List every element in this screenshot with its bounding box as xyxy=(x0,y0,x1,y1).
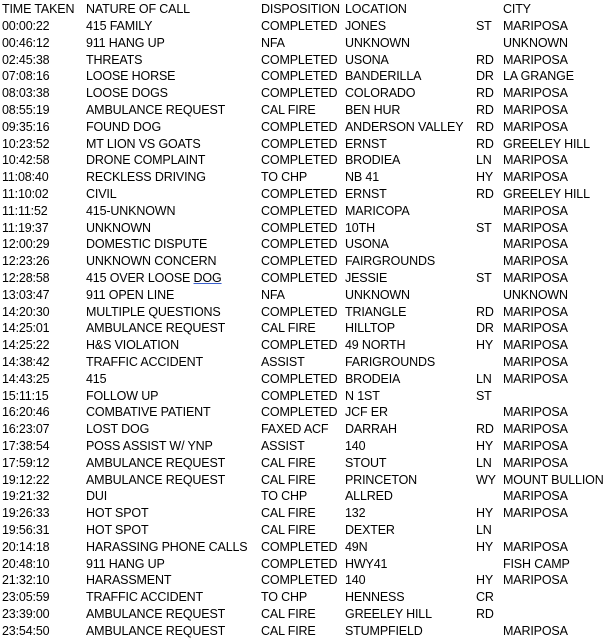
suffix-cell: WY xyxy=(476,472,496,487)
suffix-cell: HY xyxy=(476,170,494,185)
table-row xyxy=(0,438,614,455)
city-cell: MARIPOSA xyxy=(503,86,568,101)
time-cell: 15:11:15 xyxy=(2,388,49,403)
suffix-cell: RD xyxy=(476,86,494,101)
disposition-cell: COMPLETED xyxy=(261,237,338,252)
time-cell: 23:39:00 xyxy=(2,607,50,621)
city-cell: MARIPOSA xyxy=(503,52,568,67)
nature-cell: AMBULANCE REQUEST xyxy=(86,455,226,470)
nature-cell: 911 HANG UP xyxy=(86,35,165,50)
table-row xyxy=(0,253,614,270)
table-row xyxy=(0,119,614,136)
disposition-cell: ASSIST xyxy=(261,439,305,453)
city-cell: MARIPOSA xyxy=(503,203,568,218)
location-cell: UNKNOWN xyxy=(345,287,410,302)
suffix-cell: RD xyxy=(476,187,494,201)
location-cell: NB 41 xyxy=(345,170,379,185)
nature-cell: HARASSING PHONE CALLS xyxy=(86,539,248,554)
city-cell: MARIPOSA xyxy=(503,170,568,185)
city-cell: MARIPOSA xyxy=(503,623,568,638)
time-cell: 11:19:37 xyxy=(2,220,49,235)
disposition-cell: NFA xyxy=(261,35,285,50)
location-cell: ALLRED xyxy=(345,489,393,504)
time-cell: 07:08:16 xyxy=(2,69,50,84)
disposition-cell: TO CHP xyxy=(261,489,308,504)
nature-cell: 415-UNKNOWN xyxy=(86,203,176,218)
time-cell: 02:45:38 xyxy=(2,52,50,67)
nature-cell: MT LION VS GOATS xyxy=(86,136,201,151)
nature-cell: 415 xyxy=(86,371,107,386)
disposition-cell: CAL FIRE xyxy=(261,607,316,621)
table-row xyxy=(0,287,614,304)
table-row xyxy=(0,388,614,405)
nature-cell: HOT SPOT xyxy=(86,506,149,521)
time-cell: 11:08:40 xyxy=(2,170,49,185)
disposition-cell: CAL FIRE xyxy=(261,321,316,336)
location-cell: TRIANGLE xyxy=(345,304,407,319)
table-row xyxy=(0,85,614,102)
city-cell: MARIPOSA xyxy=(503,422,568,437)
table-row xyxy=(0,354,614,371)
city-cell: UNKNOWN xyxy=(503,287,568,302)
location-cell: 10TH xyxy=(345,220,375,235)
time-cell: 14:25:01 xyxy=(2,321,50,336)
location-cell: MARICOPA xyxy=(345,203,410,218)
location-cell: USONA xyxy=(345,237,389,252)
city-cell: MARIPOSA xyxy=(503,304,568,319)
location-cell: HWY41 xyxy=(345,556,388,571)
nature-cell: UNKNOWN CONCERN xyxy=(86,254,217,269)
location-cell: HENNESS xyxy=(345,590,405,605)
city-cell: MARIPOSA xyxy=(503,506,568,521)
disposition-cell: COMPLETED xyxy=(261,119,338,134)
location-cell: UNKNOWN xyxy=(345,35,410,50)
suffix-cell: LN xyxy=(476,455,492,470)
city-cell: GREELEY HILL xyxy=(503,187,590,201)
location-cell: DARRAH xyxy=(345,422,397,437)
disposition-cell: ASSIST xyxy=(261,355,305,369)
disposition-cell: CAL FIRE xyxy=(261,455,316,470)
table-row xyxy=(0,472,614,489)
location-cell: ANDERSON VALLEY xyxy=(345,119,464,134)
disposition-cell: COMPLETED xyxy=(261,153,338,168)
location-cell: BANDERILLA xyxy=(345,69,422,84)
nature-cell: HARASSMENT xyxy=(86,573,172,588)
header-disposition: DISPOSITION xyxy=(261,2,340,16)
table-row xyxy=(0,606,614,623)
location-cell: JCF ER xyxy=(345,405,388,420)
disposition-cell: COMPLETED xyxy=(261,573,338,588)
city-cell: LA GRANGE xyxy=(503,69,574,84)
suffix-cell: HY xyxy=(476,506,494,521)
time-cell: 11:11:52 xyxy=(2,203,48,218)
table-row xyxy=(0,35,614,52)
city-cell: MARIPOSA xyxy=(503,439,568,453)
table-row xyxy=(0,18,614,35)
disposition-cell: COMPLETED xyxy=(261,388,338,403)
location-cell: PRINCETON xyxy=(345,472,418,487)
nature-cell: COMBATIVE PATIENT xyxy=(86,405,211,420)
table-row xyxy=(0,220,614,237)
suffix-cell: RD xyxy=(476,304,494,319)
location-cell: 132 xyxy=(345,506,366,521)
city-cell: FISH CAMP xyxy=(503,556,570,571)
location-cell: 140 xyxy=(345,439,366,453)
table-row xyxy=(0,320,614,337)
nature-cell: 415 FAMILY xyxy=(86,19,153,33)
table-row xyxy=(0,136,614,153)
suffix-cell: LN xyxy=(476,153,492,168)
table-row xyxy=(0,68,614,85)
time-cell: 20:14:18 xyxy=(2,539,50,554)
header-location: LOCATION xyxy=(345,2,407,16)
table-row xyxy=(0,556,614,573)
time-cell: 14:43:25 xyxy=(2,371,50,386)
disposition-cell: FAXED ACF xyxy=(261,422,329,437)
nature-cell: AMBULANCE REQUEST xyxy=(86,623,226,638)
city-cell: MARIPOSA xyxy=(503,455,568,470)
location-cell: JESSIE xyxy=(345,271,388,285)
table-row xyxy=(0,203,614,220)
disposition-cell: CAL FIRE xyxy=(261,623,316,638)
time-cell: 13:03:47 xyxy=(2,287,50,302)
disposition-cell: COMPLETED xyxy=(261,405,338,420)
location-cell: GREELEY HILL xyxy=(345,607,432,621)
disposition-cell: COMPLETED xyxy=(261,52,338,67)
nature-cell: RECKLESS DRIVING xyxy=(86,170,206,185)
table-row xyxy=(0,589,614,606)
table-row xyxy=(0,455,614,472)
nature-cell: TRAFFIC ACCIDENT xyxy=(86,355,204,369)
location-cell: BRODIEA xyxy=(345,153,401,168)
location-cell: ERNST xyxy=(345,136,387,151)
city-cell: MARIPOSA xyxy=(503,489,568,504)
location-cell: STOUT xyxy=(345,455,387,470)
time-cell: 19:56:31 xyxy=(2,523,50,537)
table-row xyxy=(0,623,614,640)
city-cell: MARIPOSA xyxy=(503,19,568,33)
suffix-cell: RD xyxy=(476,136,494,151)
time-cell: 10:23:52 xyxy=(2,136,50,151)
disposition-cell: COMPLETED xyxy=(261,187,338,201)
suffix-cell: HY xyxy=(476,439,494,453)
disposition-cell: CAL FIRE xyxy=(261,103,316,117)
time-cell: 19:12:22 xyxy=(2,472,50,487)
location-cell: HILLTOP xyxy=(345,321,395,336)
time-cell: 11:10:02 xyxy=(2,187,49,201)
suffix-cell: LN xyxy=(476,371,492,386)
table-row xyxy=(0,236,614,253)
nature-cell: AMBULANCE REQUEST xyxy=(86,607,226,621)
time-cell: 14:25:22 xyxy=(2,338,50,353)
time-cell: 12:23:26 xyxy=(2,254,50,269)
city-cell: MARIPOSA xyxy=(503,405,568,420)
nature-cell: TRAFFIC ACCIDENT xyxy=(86,590,204,605)
table-row xyxy=(0,169,614,186)
suffix-cell: LN xyxy=(476,523,492,537)
nature-cell: H&S VIOLATION xyxy=(86,338,179,353)
table-row xyxy=(0,404,614,421)
table-row xyxy=(0,337,614,354)
location-cell: BRODEIA xyxy=(345,371,401,386)
nature-cell: AMBULANCE REQUEST xyxy=(86,321,226,336)
time-cell: 14:20:30 xyxy=(2,304,50,319)
table-row xyxy=(0,488,614,505)
location-cell: 49N xyxy=(345,539,368,554)
table-row xyxy=(0,505,614,522)
table-row xyxy=(0,52,614,69)
time-cell: 21:32:10 xyxy=(2,573,50,588)
suffix-cell: HY xyxy=(476,573,494,588)
location-cell: FAIRGROUNDS xyxy=(345,254,436,269)
nature-cell: 911 HANG UP xyxy=(86,556,165,571)
nature-cell: HOT SPOT xyxy=(86,523,149,537)
nature-cell: FOLLOW UP xyxy=(86,388,159,403)
table-row xyxy=(0,186,614,203)
time-cell: 00:46:12 xyxy=(2,35,50,50)
header-city: CITY xyxy=(503,2,531,16)
city-cell: MARIPOSA xyxy=(503,573,568,588)
nature-cell: MULTIPLE QUESTIONS xyxy=(86,304,221,319)
location-cell: STUMPFIELD xyxy=(345,623,423,638)
suffix-cell: RD xyxy=(476,103,494,117)
table-row xyxy=(0,371,614,388)
location-cell: 49 NORTH xyxy=(345,338,406,353)
disposition-cell: COMPLETED xyxy=(261,304,338,319)
nature-cell: DOMESTIC DISPUTE xyxy=(86,237,208,252)
disposition-cell: COMPLETED xyxy=(261,371,338,386)
disposition-cell: TO CHP xyxy=(261,590,308,605)
disposition-cell: COMPLETED xyxy=(261,136,338,151)
city-cell: MARIPOSA xyxy=(503,355,568,369)
disposition-cell: COMPLETED xyxy=(261,19,338,33)
location-cell: 140 xyxy=(345,573,366,588)
nature-cell: UNKNOWN xyxy=(86,220,151,235)
suffix-cell: ST xyxy=(476,388,492,403)
time-cell: 14:38:42 xyxy=(2,355,50,369)
table-row xyxy=(0,572,614,589)
suffix-cell: RD xyxy=(476,607,494,621)
city-cell: MARIPOSA xyxy=(503,271,568,285)
disposition-cell: CAL FIRE xyxy=(261,506,316,521)
nature-cell: THREATS xyxy=(86,52,143,67)
suffix-cell: RD xyxy=(476,52,494,67)
suffix-cell: HY xyxy=(476,338,494,353)
time-cell: 12:00:29 xyxy=(2,237,50,252)
city-cell: MARIPOSA xyxy=(503,237,568,252)
suffix-cell: RD xyxy=(476,422,494,437)
time-cell: 17:59:12 xyxy=(2,455,50,470)
table-row xyxy=(0,152,614,169)
nature-cell: LOOSE DOGS xyxy=(86,86,168,101)
disposition-cell: COMPLETED xyxy=(261,556,338,571)
city-cell: UNKNOWN xyxy=(503,35,568,50)
header-time: TIME TAKEN xyxy=(2,2,75,16)
nature-cell: LOST DOG xyxy=(86,422,150,437)
time-cell: 23:05:59 xyxy=(2,590,50,605)
location-cell: ERNST xyxy=(345,187,387,201)
nature-cell: POSS ASSIST W/ YNP xyxy=(86,439,213,453)
city-cell: MARIPOSA xyxy=(503,220,568,235)
table-row xyxy=(0,270,614,287)
disposition-cell: COMPLETED xyxy=(261,271,338,285)
table-row xyxy=(0,522,614,539)
suffix-cell: RD xyxy=(476,119,494,134)
time-cell: 09:35:16 xyxy=(2,119,50,134)
city-cell: MARIPOSA xyxy=(503,153,568,168)
location-cell: COLORADO xyxy=(345,86,416,101)
suffix-cell: CR xyxy=(476,590,494,605)
nature-cell: 415 OVER LOOSE DOG xyxy=(86,271,222,285)
table-row xyxy=(0,102,614,119)
nature-cell: AMBULANCE REQUEST xyxy=(86,472,226,487)
table-row xyxy=(0,304,614,321)
disposition-cell: COMPLETED xyxy=(261,86,338,101)
location-cell: BEN HUR xyxy=(345,103,401,117)
suffix-cell: DR xyxy=(476,69,494,84)
city-cell: MARIPOSA xyxy=(503,321,568,336)
disposition-cell: COMPLETED xyxy=(261,254,338,269)
time-cell: 19:26:33 xyxy=(2,506,50,521)
city-cell: MARIPOSA xyxy=(503,254,568,269)
disposition-cell: COMPLETED xyxy=(261,220,338,235)
disposition-cell: CAL FIRE xyxy=(261,472,316,487)
time-cell: 16:23:07 xyxy=(2,422,50,437)
suffix-cell: DR xyxy=(476,321,494,336)
city-cell: MARIPOSA xyxy=(503,371,568,386)
suffix-cell: ST xyxy=(476,271,492,285)
location-cell: DEXTER xyxy=(345,523,395,537)
header-row xyxy=(0,1,614,18)
time-cell: 00:00:22 xyxy=(2,19,50,33)
disposition-cell: CAL FIRE xyxy=(261,523,316,537)
time-cell: 12:28:58 xyxy=(2,271,50,285)
location-cell: N 1ST xyxy=(345,388,380,403)
nature-cell: LOOSE HORSE xyxy=(86,69,176,84)
city-cell: MARIPOSA xyxy=(503,119,568,134)
time-cell: 20:48:10 xyxy=(2,556,50,571)
suffix-cell: ST xyxy=(476,19,492,33)
disposition-cell: COMPLETED xyxy=(261,338,338,353)
time-cell: 16:20:46 xyxy=(2,405,50,420)
disposition-cell: NFA xyxy=(261,287,285,302)
city-cell: MOUNT BULLION xyxy=(503,472,604,487)
time-cell: 19:21:32 xyxy=(2,489,50,504)
nature-cell: 911 OPEN LINE xyxy=(86,287,175,302)
time-cell: 17:38:54 xyxy=(2,439,50,453)
disposition-cell: COMPLETED xyxy=(261,203,338,218)
location-cell: JONES xyxy=(345,19,386,33)
time-cell: 08:03:38 xyxy=(2,86,50,101)
disposition-cell: COMPLETED xyxy=(261,69,338,84)
table-row xyxy=(0,539,614,556)
disposition-cell: TO CHP xyxy=(261,170,308,185)
time-cell: 08:55:19 xyxy=(2,103,50,117)
nature-cell: DUI xyxy=(86,489,108,504)
city-cell: MARIPOSA xyxy=(503,103,568,117)
suffix-cell: HY xyxy=(476,539,494,554)
city-cell: MARIPOSA xyxy=(503,338,568,353)
header-nature: NATURE OF CALL xyxy=(86,2,190,16)
location-cell: FARIGROUNDS xyxy=(345,355,436,369)
nature-cell: AMBULANCE REQUEST xyxy=(86,103,226,117)
nature-cell: DRONE COMPLAINT xyxy=(86,153,206,168)
city-cell: MARIPOSA xyxy=(503,539,568,554)
suffix-cell: ST xyxy=(476,220,492,235)
time-cell: 10:42:58 xyxy=(2,153,50,168)
disposition-cell: COMPLETED xyxy=(261,539,338,554)
time-cell: 23:54:50 xyxy=(2,623,50,638)
city-cell: GREELEY HILL xyxy=(503,136,590,151)
table-row xyxy=(0,421,614,438)
nature-cell: FOUND DOG xyxy=(86,119,162,134)
location-cell: USONA xyxy=(345,52,389,67)
nature-cell: CIVIL xyxy=(86,187,117,201)
